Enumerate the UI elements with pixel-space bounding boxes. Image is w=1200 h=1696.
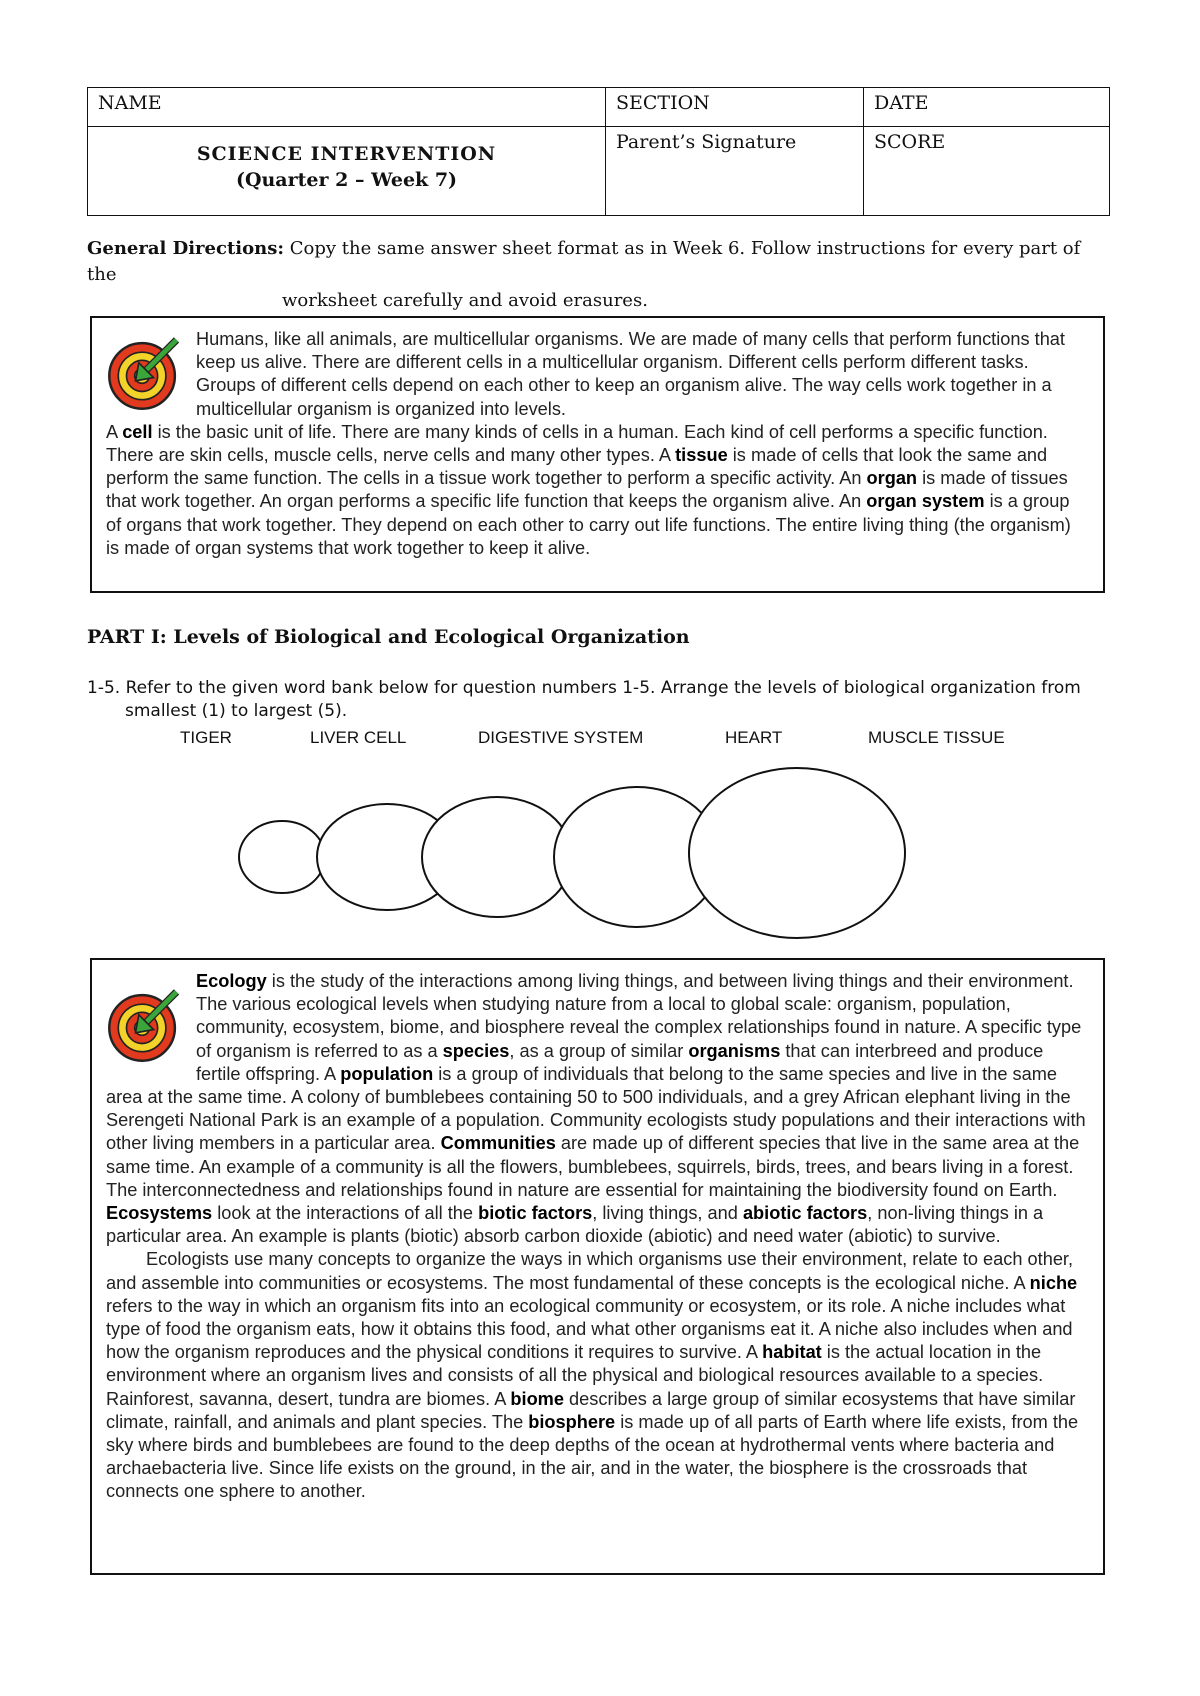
header-table [87, 87, 1110, 216]
question-line-2: smallest (1) to largest (5). [125, 701, 348, 721]
worksheet-title [88, 127, 606, 216]
cells-levels-paragraph: A cell is the basic unit of life. There are many kinds of cells in a human. Each kind of cell performs a specific function. There are skin cells, muscle cells, nerve cells and many other types. A tissue is made of cells that look the same and perform the same function. The cells in a tissue work together to perform a specific activity. An organ is made of tissues that work together. An organ performs a specific life function that keeps the organism alive. An organ system is a group of organs that work together. They depend on each other to carry out life functions. The entire living thing (the organism) is made of organ systems that work together to keep it alive. [106, 421, 1071, 558]
keyword-organ: organ [866, 468, 918, 489]
keyword-tissue: tissue [675, 445, 728, 466]
section-field[interactable] [606, 88, 864, 127]
title-line-2: (Quarter 2 – Week 7) [235, 169, 458, 191]
question-1-5 [87, 677, 1117, 723]
ecology-paragraph-2: Ecologists use many concepts to organize the ways in which organisms use their environment, relate to each other, and assemble into communities or ecosystems. The most fundamental of these concepts is the ecological niche. A niche refers to the way in which an organism fits into an ecological community or ecosystem, or its role. A niche includes what type of food the organism eats, how it obtains this food, and what other organisms eat it. A niche also includes when and how the organism reproduces and the physical conditions it requires to survive. A habitat is the actual location in the environment where an organism lives and consists of all the physical and biological resources available to a species. Rainforest, savanna, desert, tundra are biomes. A biome describes a large group of similar ecosystems that have similar climate, rainfall, and animals and plant species. The biosphere is made up of all parts of Earth where life exists, from the sky where birds and bumblebees are found to the deep depths of the ocean at hydrothermal vents where bacteria and archaebacteria live. Since life exists on the ground, in the air, and in the water, the biosphere is the crossroads that connects one sphere to another. [106, 1249, 1079, 1502]
cells-info-box [90, 316, 1105, 593]
answer-ovals [0, 760, 1200, 940]
word-bank-item: DIGESTIVE SYSTEM [478, 728, 644, 747]
word-bank-item: MUSCLE TISSUE [868, 728, 1005, 747]
directions-line-1: Copy the same answer sheet format as in Week 6. Follow instructions for every part of the [87, 238, 1081, 285]
keyword-biosphere: biosphere [528, 1411, 616, 1432]
keyword-communities: Communities [440, 1133, 556, 1154]
score-field[interactable] [864, 127, 1110, 216]
ecology-paragraph-1: Ecology is the study of the interactions among living things, and between living things and their environment. The various ecological levels when studying nature from a local to global scale: organism, population, community, ecosystem, biome, and biosphere reveal the complex relationships found in nature. A specific type of organism is referred to as a species, as a group of similar organisms that can interbreed and produce fertile offspring. A population is a group of individuals that belong to the same species and live in the same area at the same time. A colony of bumblebees containing 50 to 500 individuals, and a grey African elephant living in the Serengeti National Park is an example of a population. Community ecologists study populations and their interactions with other living members in a particular area. Communities are made up of different species that live in the same area at the same time. An example of a community is all the flowers, bumblebees, squirrels, birds, trees, and bears living in a forest. The interconnectedness and relationships found in nature are essential for maintaining the biodiversity found on Earth. Ecosystems look at the interactions of all the biotic factors, living things, and abiotic factors, non-living things in a particular area. An example is plants (biotic) absorb carbon dioxide (abiotic) and need water (abiotic) to survive. [106, 971, 1086, 1247]
ecology-info-box [90, 958, 1105, 1575]
name-field[interactable] [88, 88, 606, 127]
directions-line-2: worksheet carefully and avoid erasures. [282, 290, 648, 311]
answer-oval-1[interactable] [239, 821, 325, 893]
answer-oval-3[interactable] [422, 797, 572, 917]
keyword-organ-system: organ system [866, 491, 985, 512]
keyword-species: species [442, 1040, 510, 1061]
question-line-1: 1-5. Refer to the given word bank below for question numbers 1-5. Arrange the levels of biological organization from [87, 678, 1081, 698]
keyword-habitat: habitat [762, 1342, 822, 1363]
general-directions [87, 236, 1110, 314]
word-bank-item: TIGER [180, 728, 232, 747]
keyword-population: population [340, 1063, 434, 1084]
keyword-ecosystems: Ecosystems [106, 1203, 213, 1224]
part-1-title: PART I: Levels of Biological and Ecological Organization [87, 626, 690, 648]
title-line-1: SCIENCE INTERVENTION [196, 143, 497, 165]
parent-signature-label: Parent’s Signature [616, 131, 797, 153]
keyword-biotic-factors: biotic factors [478, 1203, 593, 1224]
keyword-organisms: organisms [688, 1040, 781, 1061]
name-label: NAME [98, 92, 162, 114]
cells-intro-paragraph: Humans, like all animals, are multicellular organisms. We are made of many cells that perform functions that keep us alive. There are different cells in a multicellular organism. Different cells perform different tasks. Groups of different cells depend on each other to keep an organism alive. The way cells work together in a multicellular organism is organized into levels. [196, 329, 1065, 419]
keyword-niche: niche [1029, 1272, 1078, 1293]
date-field[interactable] [864, 88, 1110, 127]
keyword-ecology: Ecology [196, 971, 267, 991]
answer-oval-5[interactable] [689, 768, 905, 938]
keyword-biome: biome [510, 1388, 564, 1409]
parent-signature-field[interactable] [606, 127, 864, 216]
date-label: DATE [874, 92, 929, 114]
target-icon [106, 330, 188, 412]
word-bank-item: HEART [725, 728, 783, 747]
directions-label: General Directions: [87, 238, 284, 259]
keyword-cell: cell [122, 421, 153, 442]
word-bank-item: LIVER CELL [310, 728, 407, 747]
target-icon [106, 982, 188, 1064]
keyword-abiotic-factors: abiotic factors [742, 1203, 868, 1224]
score-label: SCORE [874, 131, 946, 153]
section-label: SECTION [616, 92, 710, 114]
